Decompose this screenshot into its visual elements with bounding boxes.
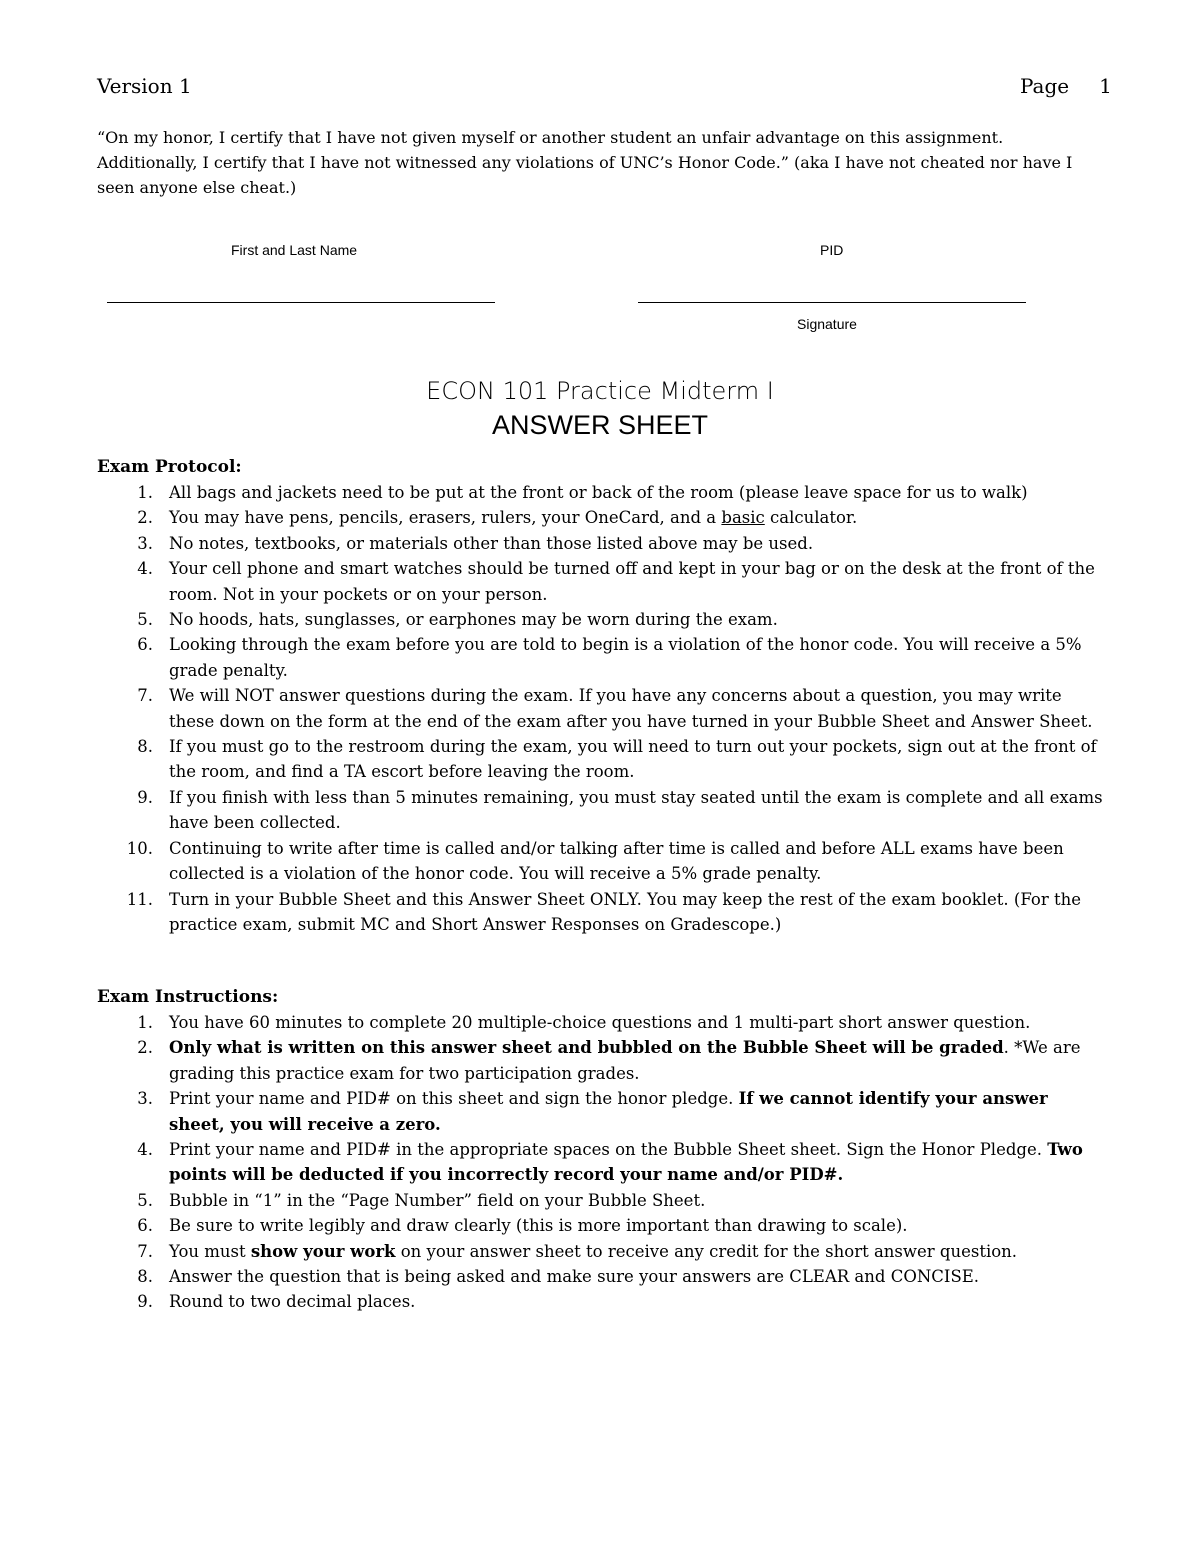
protocol-list — [97, 480, 1107, 937]
exam-protocol-section — [97, 455, 1107, 937]
list-item: 2. Only what is written on this answer sheet and bubbled on the Bubble Sheet will be graded. *We are grading this practice exam for two participation grades. — [137, 1038, 1081, 1083]
list-item: 4. Your cell phone and smart watches should be turned off and kept in your bag or on the desk at the front of the room. Not in your pockets or on your person. — [137, 559, 1095, 604]
list-item: 10. Continuing to write after time is called and/or talking after time is called and before ALL exams have been collected is a violation of the honor code. You will receive a 5% grade penalty. — [126, 838, 1064, 884]
list-item: 4. Print your name and PID# in the appropriate spaces on the Bubble Sheet sheet. Sign the Honor Pledge. Two points will be deducted if you incorrectly record your name and/or PID#. — [137, 1140, 1083, 1185]
list-item: 9. If you finish with less than 5 minutes remaining, you must stay seated until the exam is complete and all exams have been collected. — [137, 787, 1103, 833]
list-item: 6. Looking through the exam before you are told to begin is a violation of the honor code. You will receive a 5% grade penalty. — [137, 635, 1082, 680]
exam-instructions-section — [97, 985, 1107, 1315]
page-label: Page — [1020, 74, 1070, 98]
sheet-title: ANSWER SHEET — [491, 410, 709, 440]
list-item: 2. You may have pens, pencils, erasers, rulers, your OneCard, and a basic calculator. — [137, 508, 858, 528]
list-item: 9. Round to two decimal places. — [137, 1292, 416, 1312]
list-item: 5. Bubble in “1” in the “Page Number” field on your Bubble Sheet. — [137, 1190, 706, 1210]
protocol-heading: Exam Protocol: — [97, 457, 242, 477]
name-line — [107, 302, 495, 303]
list-item: 6. Be sure to write legibly and draw clearly (this is more important than drawing to scale). — [137, 1216, 908, 1236]
list-item: 8. Answer the question that is being asked and make sure your answers are CLEAR and CONCISE. — [137, 1267, 980, 1287]
pid-field-label: PID — [820, 242, 844, 258]
page-number: 1 — [1099, 74, 1112, 98]
list-item: 1. You have 60 minutes to complete 20 multiple-choice questions and 1 multi-part short answer question. — [137, 1013, 1031, 1032]
name-field-label: First and Last Name — [231, 242, 358, 258]
instructions-heading: Exam Instructions: — [97, 987, 279, 1007]
list-item: 7. You must show your work on your answer sheet to receive any credit for the short answer question. — [137, 1241, 1018, 1261]
list-item: 7. We will NOT answer questions during the exam. If you have any concerns about a question, you may write these down on the form at the end of the exam after you have turned in your Bubble Sheet and Answer Sheet. — [137, 686, 1093, 731]
signature-field-label: Signature — [797, 316, 857, 332]
signature-line — [638, 302, 1026, 303]
list-item: 5. No hoods, hats, sunglasses, or earphones may be worn during the exam. — [137, 610, 778, 630]
course-title: ECON 101 Practice Midterm I — [426, 377, 774, 405]
list-item: 11. Turn in your Bubble Sheet and this Answer Sheet ONLY. You may keep the rest of the exam booklet. (For the practice exam, submit MC and Short Answer Responses on Gradescope.) — [126, 889, 1081, 934]
version-label: Version 1 — [97, 74, 192, 98]
list-item: 3. No notes, textbooks, or materials other than those listed above may be used. — [137, 533, 814, 553]
page-indicator — [1020, 74, 1112, 98]
instructions-list — [97, 1010, 1107, 1315]
list-item: 3. Print your name and PID# on this sheet and sign the honor pledge. If we cannot identify your answer sheet, you will receive a zero. — [137, 1089, 1048, 1134]
honor-pledge: “On my honor, I certify that I have not given myself or another student an unfair advantage on this assignment. Additionally, I certify that I have not witnessed any violations of UNC’s Honor Code.” (aka I have not cheated nor have I seen anyone else cheat.) — [97, 128, 1073, 197]
list-item: 8. If you must go to the restroom during the exam, you will need to turn out your pockets, sign out at the front of the room, and find a TA escort before leaving the room. — [137, 737, 1097, 782]
underlined-word: basic — [721, 508, 765, 528]
list-item: 1. All bags and jackets need to be put at the front or back of the room (please leave space for us to walk) — [137, 483, 1028, 502]
